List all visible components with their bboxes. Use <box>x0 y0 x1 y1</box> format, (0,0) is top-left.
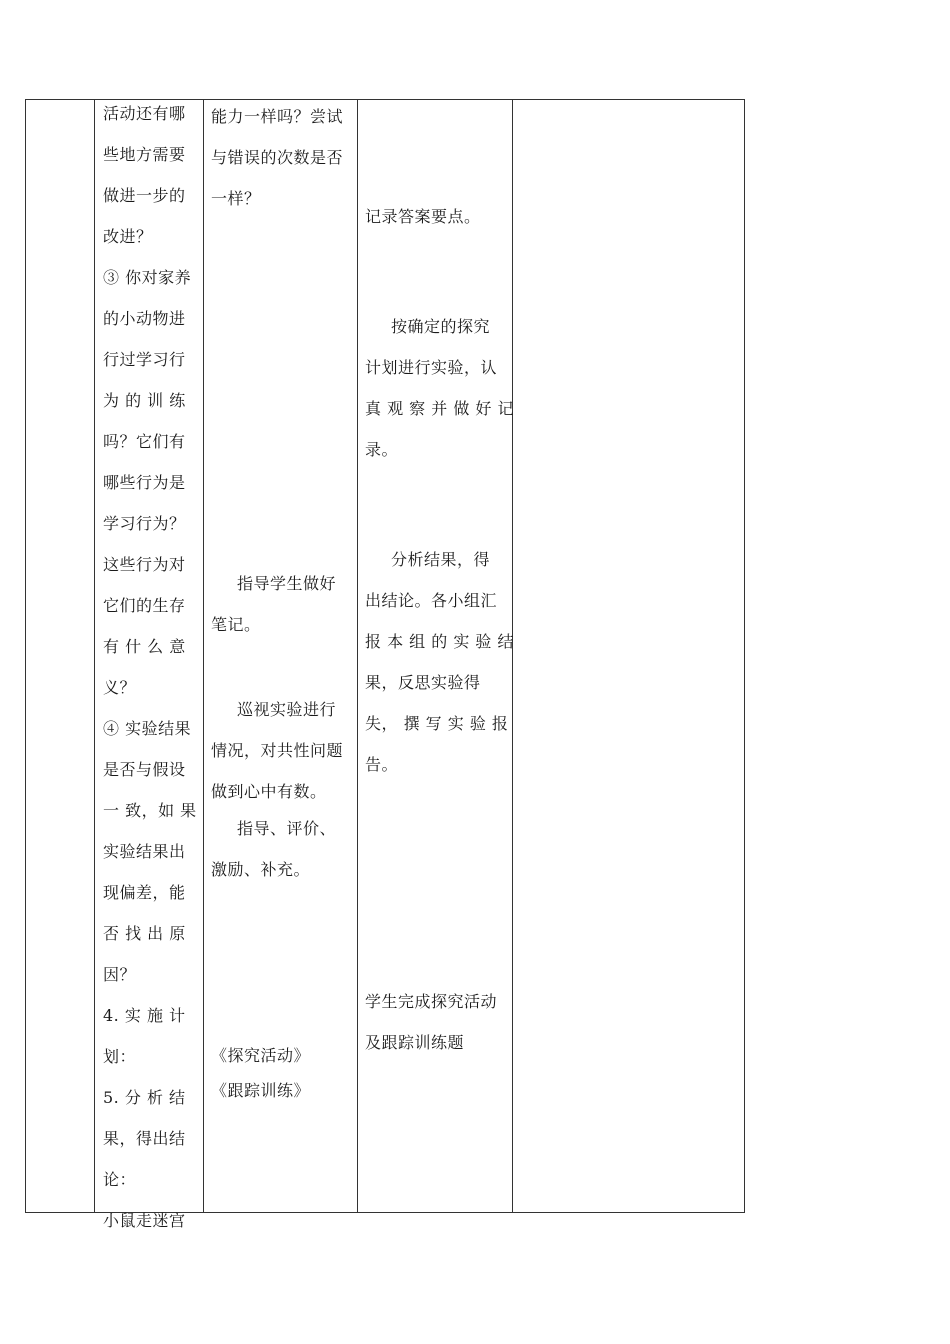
text-line: ④ 实验结果 <box>103 719 192 738</box>
text-line: 4. 实 施 计 <box>103 1006 186 1025</box>
text-line: 《跟踪训练》 <box>211 1081 311 1100</box>
text-line: 果，反思实验得 <box>365 673 481 692</box>
text-line: 分析结果，得 <box>391 550 491 569</box>
text-line: 按确定的探究 <box>391 317 491 336</box>
text-line: 行过学习行 <box>103 350 186 369</box>
text-line: 激励、补充。 <box>211 860 311 879</box>
text-line: 笔记。 <box>211 615 261 634</box>
text-line: 录。 <box>365 440 399 459</box>
text-line: 失， 撰 写 实 验 报 <box>365 714 509 733</box>
text-line: ③ 你对家养 <box>103 268 192 287</box>
text-line: 巡视实验进行 <box>237 700 337 719</box>
text-line: 义？ <box>103 678 137 697</box>
text-line: 它们的生存 <box>103 596 186 615</box>
column-divider-4 <box>512 99 513 1212</box>
text-line: 些地方需要 <box>103 145 186 164</box>
text-line: 是否与假设 <box>103 760 186 779</box>
activity-content-cell <box>103 93 197 1241</box>
text-line: 活动还有哪 <box>103 104 186 123</box>
text-line: 记录答案要点。 <box>365 207 481 226</box>
column-divider-3 <box>357 99 358 1212</box>
text-line: 现偏差，能 <box>103 883 186 902</box>
text-line: 改进？ <box>103 227 153 246</box>
text-line: 否 找 出 原 <box>103 924 186 943</box>
text-line: 《探究活动》 <box>211 1046 311 1065</box>
text-line: 学生完成探究活动 <box>365 992 498 1011</box>
text-line: 的小动物进 <box>103 309 186 328</box>
text-line: 实验结果出 <box>103 842 186 861</box>
text-line: 哪些行为是 <box>103 473 186 492</box>
text-line: 与错误的次数是否 <box>211 148 344 167</box>
text-line: 及跟踪训练题 <box>365 1033 465 1052</box>
text-line: 计划进行实验，认 <box>365 358 498 377</box>
text-line: 为 的 训 练 <box>103 391 186 410</box>
text-line: 一样？ <box>211 189 261 208</box>
text-line: 学习行为？ <box>103 514 186 533</box>
text-line: 一 致，如 果 <box>103 801 197 820</box>
text-line: 5. 分 析 结 <box>103 1088 186 1107</box>
text-line: 指导、评价、 <box>237 819 337 838</box>
text-line: 做到心中有数。 <box>211 782 327 801</box>
text-line: 因？ <box>103 965 137 984</box>
text-line: 有 什 么 意 <box>103 637 186 656</box>
text-line: 能力一样吗？尝试 <box>211 107 344 126</box>
text-line: 这些行为对 <box>103 555 186 574</box>
column-divider-1 <box>94 99 95 1212</box>
text-line: 做进一步的 <box>103 186 186 205</box>
text-line: 指导学生做好 <box>237 574 337 593</box>
table-border-left <box>25 99 26 1212</box>
table-border-right <box>744 99 745 1212</box>
text-line: 告。 <box>365 755 399 774</box>
column-divider-2 <box>203 99 204 1212</box>
text-line: 果，得出结 <box>103 1129 186 1148</box>
text-line: 出结论。各小组汇 <box>365 591 498 610</box>
text-line: 划： <box>103 1047 137 1066</box>
text-line: 论： <box>103 1170 137 1189</box>
text-line: 小鼠走迷宫 <box>103 1211 186 1230</box>
text-line: 报 本 组 的 实 验 结 <box>365 632 515 651</box>
text-line: 吗？它们有 <box>103 432 186 451</box>
text-line: 情况，对共性问题 <box>211 741 344 760</box>
text-line: 真 观 察 并 做 好 记 <box>365 399 515 418</box>
